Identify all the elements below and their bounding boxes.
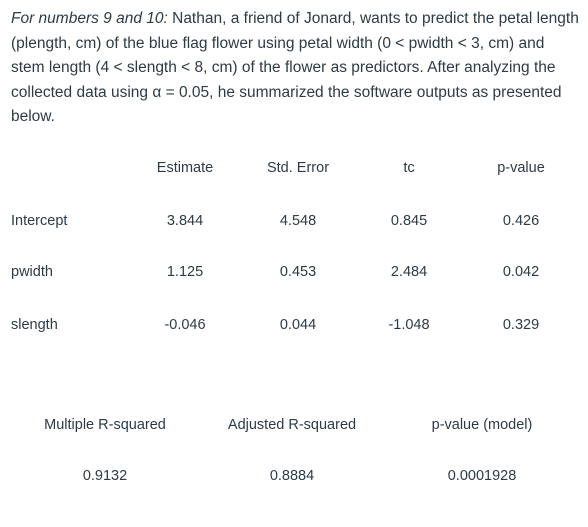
multiple-r-squared-label: Multiple R-squared bbox=[44, 417, 166, 433]
row-term-label: Intercept bbox=[11, 213, 68, 229]
header-p-value: p-value bbox=[497, 160, 545, 176]
row-term-label: slength bbox=[11, 317, 58, 333]
std-error-value: 4.548 bbox=[279, 213, 317, 229]
header-tc: tc bbox=[403, 160, 415, 176]
tc-value: 0.845 bbox=[390, 213, 428, 229]
header-std-error: Std. Error bbox=[266, 160, 330, 176]
p-value-value: 0.426 bbox=[502, 213, 540, 229]
p-value-value: 0.329 bbox=[502, 317, 540, 333]
multiple-r-squared-value: 0.9132 bbox=[82, 468, 128, 484]
adjusted-r-squared-value: 0.8884 bbox=[269, 468, 315, 484]
adjusted-r-squared-label: Adjusted R-squared bbox=[227, 417, 357, 433]
header-estimate: Estimate bbox=[156, 160, 214, 176]
row-term-label: pwidth bbox=[11, 264, 53, 280]
p-value-model-value: 0.0001928 bbox=[447, 468, 517, 484]
tc-value: -1.048 bbox=[388, 317, 430, 333]
estimate-value: -0.046 bbox=[164, 317, 206, 333]
question-body-text: Nathan, a friend of Jonard, wants to predict the petal length (plength, cm) of the blue flag flower using petal width (0 < pwidth < 3, cm) and stem length (4 < slength < 8, cm) of the flower as predictors. After analyzing the collected data using α = 0.05, he summarized the software outputs as presented below. bbox=[11, 10, 579, 125]
estimate-value: 3.844 bbox=[166, 213, 204, 229]
question-intro bbox=[11, 7, 581, 130]
tc-value: 2.484 bbox=[390, 264, 428, 280]
estimate-value: 1.125 bbox=[166, 264, 204, 280]
question-number-label: For numbers 9 and 10: bbox=[11, 10, 168, 27]
std-error-value: 0.044 bbox=[279, 317, 317, 333]
std-error-value: 0.453 bbox=[279, 264, 317, 280]
p-value-value: 0.042 bbox=[502, 264, 540, 280]
p-value-model-label: p-value (model) bbox=[431, 417, 533, 433]
